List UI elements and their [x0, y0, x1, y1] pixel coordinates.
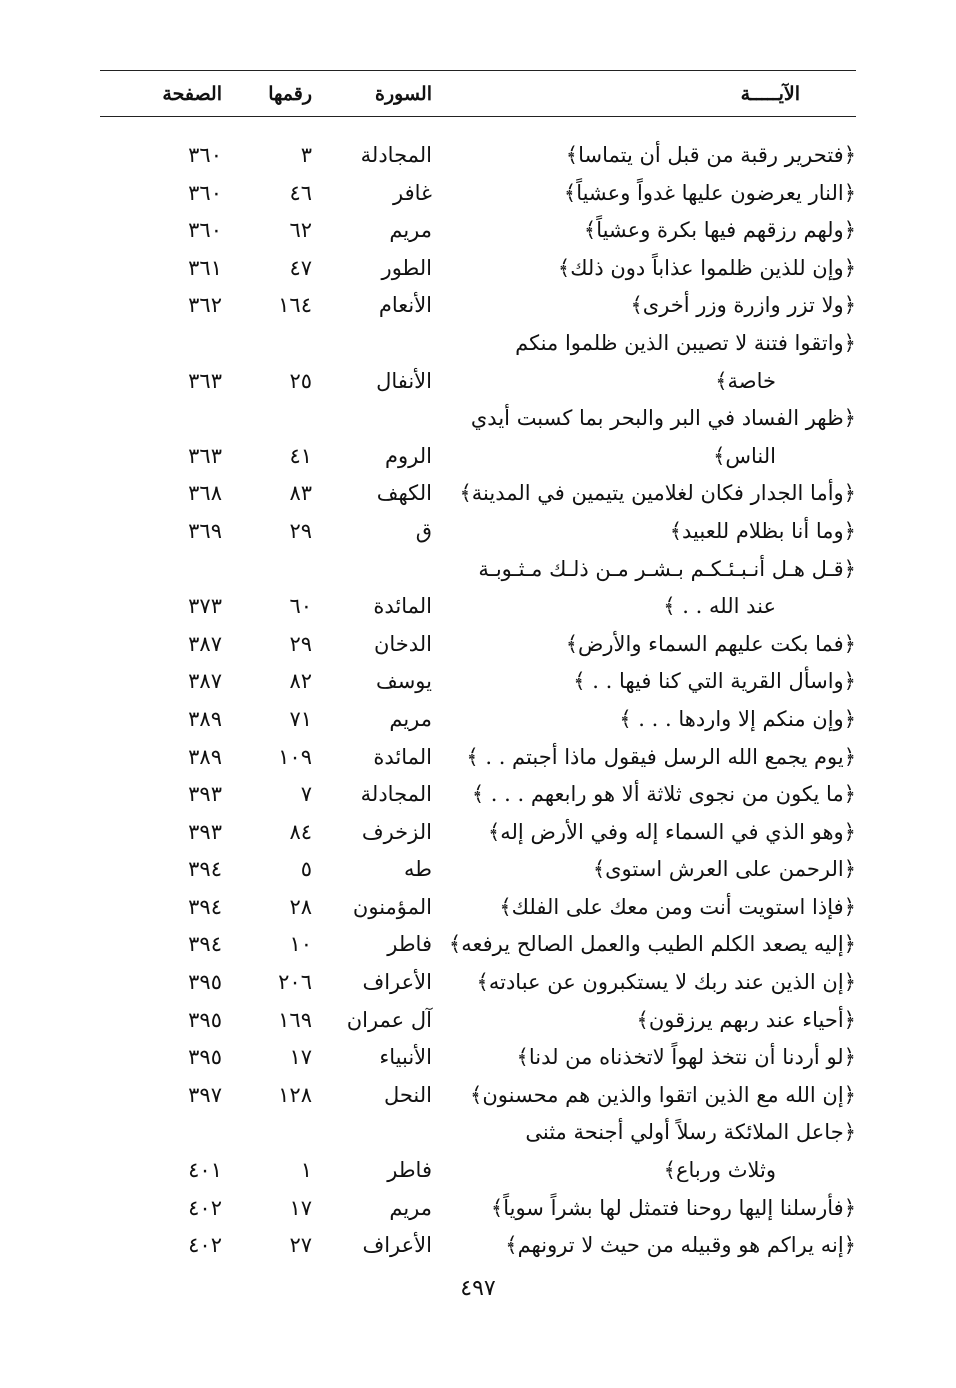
aya-line: ﴿واتقوا فتنة لا تصيبن الذين ظلموا منكم [515, 330, 856, 355]
page-cell: ٣٨٧ [188, 669, 222, 694]
sura-cell: الأنبياء [379, 1045, 432, 1070]
table-row [100, 1039, 856, 1077]
table-row [100, 926, 856, 964]
aya-cell [436, 1114, 856, 1189]
sura-cell: مريم [389, 706, 432, 731]
table-row [100, 964, 856, 1002]
aya-line: ﴿فتحرير رقبة من قبل أن يتماسا﴾ [565, 143, 856, 167]
sura-cell: مريم [389, 1195, 432, 1220]
aya-line: خاصة﴾ [715, 368, 776, 393]
page-cell: ٣٦٠ [188, 218, 222, 243]
aya-cell [436, 212, 856, 250]
aya-cell [436, 287, 856, 325]
aya-line: ﴿إن الذين عند ربك لا يستكبرون عن عبادته﴾ [476, 970, 856, 995]
aya-number-cell: ٤١ [289, 443, 312, 468]
aya-line: ﴿ما يكون من نجوى ثلاثة ألا هو رابعهم . . . ﴾ [471, 782, 856, 807]
aya-number-cell: ١٢٨ [278, 1082, 312, 1107]
aya-number-cell: ٤٦ [289, 180, 312, 205]
sura-cell: المائدة [373, 594, 432, 619]
aya-line: ﴿إليه يصعد الكلم الطيب والعمل الصالح يرفعه﴾ [448, 932, 856, 957]
page-cell: ٣٩٣ [188, 782, 222, 807]
page-cell: ٤٠٢ [188, 1233, 222, 1258]
sura-cell: فاطر [387, 1158, 432, 1183]
table-row [100, 776, 856, 814]
page-cell: ٣٦٣ [188, 443, 222, 468]
sura-cell: المجادلة [360, 782, 432, 807]
table-row [100, 1077, 856, 1115]
aya-number-cell: ٧١ [289, 706, 312, 731]
aya-number-cell: ٢٩ [289, 631, 312, 656]
aya-line: عند الله . . ﴾ [663, 594, 776, 619]
page-cell: ٣٦٨ [188, 481, 222, 506]
sura-cell: المؤمنون [352, 894, 432, 919]
aya-number-cell: ٢٥ [289, 368, 312, 393]
aya-line: ﴿فأرسلنا إليها روحنا فتمثل لها بشراً سوياً﴾ [490, 1195, 856, 1220]
aya-line: ﴿ظهر الفساد في البر والبحر بما كسبت أيدي [470, 406, 856, 431]
aya-line: ﴿جاعل الملائكة رسلاً أولي أجنحة مثنى [525, 1120, 856, 1145]
aya-number-cell: ٨٣ [289, 481, 312, 506]
aya-number-cell: ٢٧ [289, 1233, 312, 1258]
index-table [100, 70, 856, 1265]
aya-cell [436, 1227, 856, 1265]
aya-cell [436, 851, 856, 889]
aya-cell [436, 325, 856, 400]
sura-cell: الأعراف [362, 1233, 432, 1258]
aya-line: ﴿وإن للذين ظلموا عذاباً دون ذلك﴾ [557, 255, 856, 280]
aya-cell [436, 1190, 856, 1228]
aya-number-cell: ٨٢ [289, 669, 312, 694]
page-cell: ٣٨٧ [188, 631, 222, 656]
aya-line: وثلاث ورباع﴾ [663, 1158, 776, 1183]
aya-cell [436, 739, 856, 777]
aya-number-cell: ٣ [300, 143, 312, 167]
aya-cell [436, 626, 856, 664]
page-cell: ٣٩٥ [188, 1007, 222, 1032]
aya-cell [436, 475, 856, 513]
aya-cell [436, 776, 856, 814]
aya-number-cell: ١٠ [289, 932, 312, 957]
sura-cell: الأنفال [376, 368, 432, 393]
table-row [100, 137, 856, 175]
aya-cell [436, 663, 856, 701]
sura-cell: المائدة [373, 744, 432, 769]
page-cell: ٣٩٤ [188, 857, 222, 882]
aya-line: ﴿فإذا استويت أنت ومن معك على الفلك﴾ [499, 894, 856, 919]
aya-line: ﴿وهو الذي في السماء إله وفي الأرض إله﴾ [487, 819, 856, 844]
aya-number-cell: ٢٨ [289, 894, 312, 919]
aya-cell [436, 400, 856, 475]
sura-cell: غافر [392, 180, 432, 205]
table-row [100, 1227, 856, 1265]
page-cell: ٣٩٥ [188, 970, 222, 995]
table-header [100, 71, 856, 116]
aya-number-cell: ٨٤ [289, 819, 312, 844]
aya-number-cell: ٦٢ [289, 218, 312, 243]
sura-cell: الطور [381, 255, 432, 280]
aya-cell [436, 814, 856, 852]
aya-line: ﴿قـل هـل أنـبـئـكـم بـشـر مـن ذلـك مـثـوبـة [478, 556, 856, 581]
table-row [100, 400, 856, 475]
aya-cell [436, 701, 856, 739]
table-row [100, 212, 856, 250]
aya-line: ﴿وأما الجدار فكان لغلامين يتيمين في المدينة﴾ [459, 481, 856, 506]
page-cell: ٤٠٢ [188, 1195, 222, 1220]
sura-cell: الدخان [373, 631, 432, 656]
aya-number-cell: ١ [300, 1158, 312, 1183]
sura-cell: فاطر [387, 932, 432, 957]
aya-number-cell: ٢٩ [289, 518, 312, 543]
aya-cell [436, 250, 856, 288]
page-cell: ٣٧٣ [188, 594, 222, 619]
aya-number-cell: ٥ [300, 857, 312, 882]
sura-cell: ق [415, 518, 432, 543]
aya-line: ﴿أحياء عند ربهم يرزقون﴾ [636, 1007, 856, 1032]
aya-line: ﴿ولهم رزقهم فيها بكرة وعشياً﴾ [583, 218, 856, 243]
aya-number-cell: ١٦٩ [278, 1007, 312, 1032]
table-row [100, 1114, 856, 1189]
aya-cell [436, 1039, 856, 1077]
aya-cell [436, 513, 856, 551]
sura-cell: المجادلة [360, 143, 432, 167]
page-cell: ٣٦١ [188, 255, 222, 280]
aya-cell [436, 889, 856, 927]
table-row [100, 739, 856, 777]
sura-cell: الزخرف [361, 819, 432, 844]
sura-cell: آل عمران [346, 1007, 432, 1032]
header-sura: السورة [375, 82, 432, 105]
sura-cell: الكهف [376, 481, 432, 506]
aya-line: ﴿وما أنا بظلام للعبيد﴾ [669, 518, 856, 543]
aya-cell [436, 1002, 856, 1040]
page-cell: ٣٩٧ [188, 1082, 222, 1107]
page-cell: ٣٩٥ [188, 1045, 222, 1070]
table-row [100, 325, 856, 400]
page-cell: ٣٦٠ [188, 143, 222, 167]
header-page: الصفحة [162, 82, 222, 105]
aya-number-cell: ١٧ [289, 1195, 312, 1220]
page-number: ٤٩٧ [460, 1276, 496, 1301]
page-cell: ٣٩٤ [188, 932, 222, 957]
page-cell: ٣٦٢ [188, 293, 222, 318]
header-number: رقمها [268, 82, 312, 105]
aya-cell [436, 1077, 856, 1115]
table-row [100, 513, 856, 551]
aya-line: الناس﴾ [713, 443, 776, 468]
sura-cell: يوسف [375, 669, 432, 694]
table-row [100, 1002, 856, 1040]
sura-cell: الأعراف [362, 970, 432, 995]
table-row [100, 663, 856, 701]
aya-cell [436, 964, 856, 1002]
page-cell: ٣٦٣ [188, 368, 222, 393]
aya-line: ﴿إن الله مع الذين اتقوا والذين هم محسنون﴾ [470, 1082, 856, 1107]
aya-line: ﴿لو أردنا أن نتخذ لهواً لاتخذناه من لدنا﴾ [516, 1045, 856, 1070]
aya-number-cell: ٦٠ [289, 594, 312, 619]
aya-line: ﴿وإن منكم إلا واردها . . . ﴾ [619, 706, 856, 731]
table-row [100, 287, 856, 325]
aya-number-cell: ٧ [300, 782, 312, 807]
table-row [100, 175, 856, 213]
sura-cell: طه [404, 857, 432, 882]
page-cell: ٣٦٩ [188, 518, 222, 543]
table-row [100, 851, 856, 889]
aya-line: ﴿واسأل القرية التي كنا فيها . . ﴾ [573, 669, 856, 694]
sura-cell: الروم [385, 443, 432, 468]
aya-number-cell: ١٦٤ [278, 293, 312, 318]
header-rule [100, 116, 856, 117]
table-row [100, 814, 856, 852]
table-row [100, 475, 856, 513]
aya-number-cell: ١٧ [289, 1045, 312, 1070]
table-body [100, 137, 856, 1265]
page-cell: ٤٠١ [188, 1158, 222, 1183]
table-row [100, 250, 856, 288]
table-row [100, 889, 856, 927]
aya-line: ﴿النار يعرضون عليها غدواً وعشياً﴾ [563, 180, 856, 205]
table-row [100, 1190, 856, 1228]
page-cell: ٣٨٩ [188, 706, 222, 731]
page-cell: ٣٩٤ [188, 894, 222, 919]
sura-cell: النحل [383, 1082, 432, 1107]
table-row [100, 551, 856, 626]
sura-cell: الأنعام [378, 293, 432, 318]
page-cell: ٣٩٣ [188, 819, 222, 844]
sura-cell: مريم [389, 218, 432, 243]
aya-number-cell: ٢٠٦ [278, 970, 312, 995]
aya-cell [436, 926, 856, 964]
aya-cell [436, 551, 856, 626]
page-cell: ٣٦٠ [188, 180, 222, 205]
table-row [100, 626, 856, 664]
aya-line: ﴿إنه يراكم هو وقبيله من حيث لا ترونهم﴾ [505, 1233, 856, 1258]
aya-line: ﴿ولا تزر وازرة وزر أخرى﴾ [630, 293, 856, 318]
aya-number-cell: ١٠٩ [278, 744, 312, 769]
aya-line: ﴿يوم يجمع الله الرسل فيقول ماذا أجبتم . . ﴾ [466, 744, 856, 769]
page-cell: ٣٨٩ [188, 744, 222, 769]
aya-number-cell: ٤٧ [289, 255, 312, 280]
aya-cell [436, 175, 856, 213]
aya-cell [436, 137, 856, 175]
table-row [100, 701, 856, 739]
header-aya: الآيـــــة [740, 82, 800, 105]
aya-line: ﴿الرحمن على العرش استوى﴾ [592, 857, 856, 882]
aya-line: ﴿فما بكت عليهم السماء والأرض﴾ [565, 631, 856, 656]
